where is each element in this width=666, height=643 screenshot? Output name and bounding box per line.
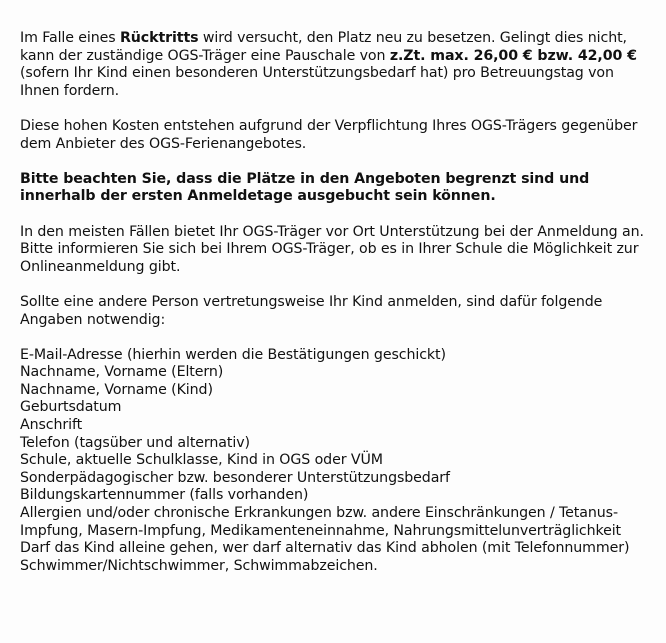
list-item: Nachname, Vorname (Kind) (20, 381, 213, 398)
paragraph-costs: Diese hohen Kosten entstehen aufgrund der Verpflichtung Ihres OGS-Trägers gegenüber dem Anbieter des OGS-Ferienangebotes. (20, 117, 638, 152)
list-item: Darf das Kind alleine gehen, wer darf alternativ das Kind abholen (mit Telefonnummer) (20, 540, 630, 557)
paragraph-cancellation (20, 30, 650, 100)
document-page (20, 30, 650, 575)
cancellation-text-3: (sofern Ihr Kind einen besonderen Unterstützungsbedarf hat) pro Betreuungstag von Ihnen fordern. (20, 65, 614, 99)
list-item: Schule, aktuelle Schulklasse, Kind in OGS oder VÜM (20, 452, 383, 469)
list-item: Bildungskartennummer (falls vorhanden) (20, 487, 309, 504)
cancellation-text-1: Im Falle eines (20, 30, 120, 46)
list-item: Schwimmer/Nichtschwimmer, Schwimmabzeichen. (20, 557, 378, 574)
list-item: Sonderpädagogischer bzw. besonderer Unterstützungsbedarf (20, 469, 450, 486)
required-info-list (20, 347, 650, 576)
paragraph-proxy-registration: Sollte eine andere Person vertretungsweise Ihr Kind anmelden, sind dafür folgende Angaben notwendig: (20, 293, 603, 328)
paragraph-support: In den meisten Fällen bietet Ihr OGS-Träger vor Ort Unterstützung bei der Anmeldung an. Bitte informieren Sie sich bei Ihrem OGS-Träger, ob es in Ihrer Schule die Möglichkeit zur Onlineanmeldung gibt. (20, 223, 644, 275)
list-item: Geburtsdatum (20, 399, 122, 416)
cancellation-bold-term: Rücktritts (119, 30, 199, 46)
list-item: Allergien und/oder chronische Erkrankungen bzw. andere Einschränkungen / Tetanus-Impfung, Masern-Impfung, Medikamenteneinnahme, Nahrungsmittelunverträglichkeit (20, 505, 622, 539)
list-item: Nachname, Vorname (Eltern) (20, 364, 224, 381)
list-item: Telefon (tagsüber und alternativ) (20, 434, 250, 451)
list-item: E-Mail-Adresse (hierhin werden die Bestätigungen geschickt) (20, 346, 446, 363)
list-item: Anschrift (20, 417, 83, 434)
paragraph-limited-places: Bitte beachten Sie, dass die Plätze in den Angeboten begrenzt sind und innerhalb der ersten Anmeldetage ausgebucht sein können. (20, 170, 590, 205)
cancellation-text-2: wird versucht, den Platz neu zu besetzen. Gelingt dies nicht, kann der zuständige OGS-Träger eine Pauschale von (20, 30, 627, 64)
cancellation-fee-amount: z.Zt. max. 26,00 € bzw. 42,00 € (389, 47, 637, 64)
